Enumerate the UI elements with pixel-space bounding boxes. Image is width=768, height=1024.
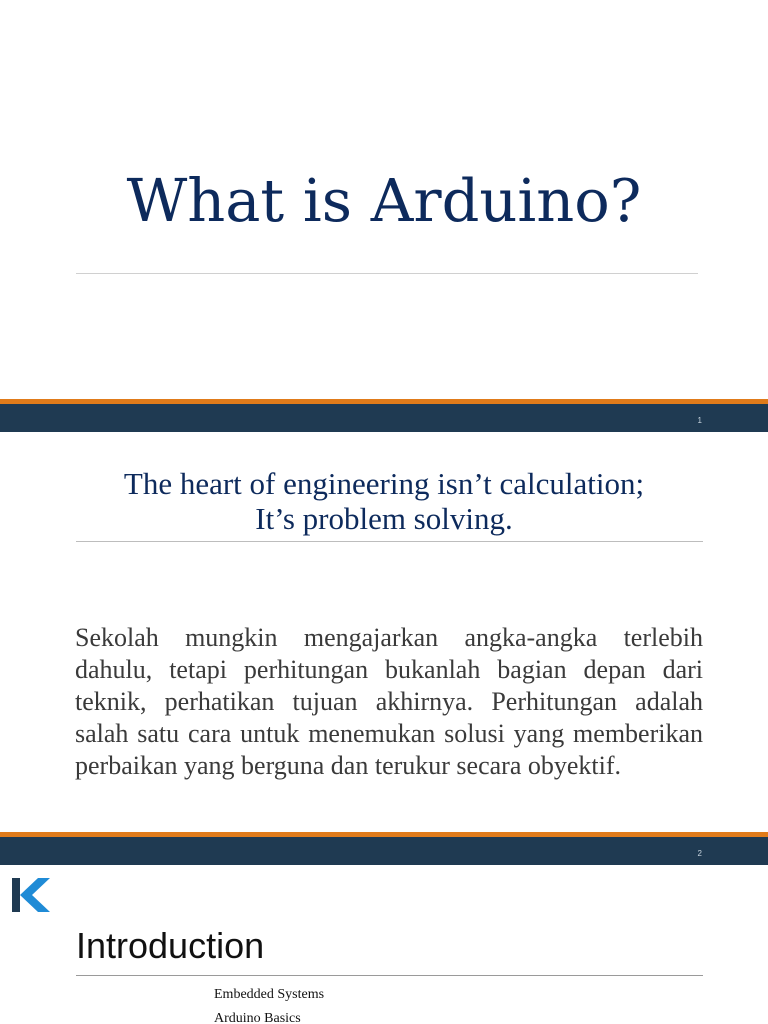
slide-footer-bar	[0, 832, 768, 865]
quote-heading	[0, 466, 768, 536]
quote-line-1: The heart of engineering isn’t calculation;	[123, 466, 645, 501]
slide-3	[0, 865, 768, 1024]
slide-title: What is Arduino?	[126, 166, 642, 235]
slide-number: 2	[697, 849, 702, 858]
list-item: Arduino Basics	[214, 1011, 301, 1024]
title-divider	[76, 273, 698, 274]
quote-divider	[76, 541, 703, 542]
k-logo-icon	[12, 878, 52, 912]
body-paragraph: Sekolah mungkin mengajarkan angka-angka terlebih dahulu, tetapi perhitungan bukanlah bagian depan dari teknik, perhatikan tujuan akhirnya. Perhitungan adalah salah satu cara untuk menemukan solusi yang memberikan perbaikan yang berguna dan terukur secara obyektif.	[75, 623, 703, 780]
slide-footer-bar	[0, 399, 768, 432]
section-title: Introduction	[76, 925, 265, 966]
slide-1	[0, 0, 768, 432]
section-divider	[76, 975, 703, 976]
slide-2	[0, 432, 768, 865]
list-item: Embedded Systems	[214, 987, 325, 1002]
quote-line-2: It’s problem solving.	[255, 501, 513, 536]
topic-list	[214, 983, 324, 1024]
slide-number: 1	[697, 416, 702, 425]
